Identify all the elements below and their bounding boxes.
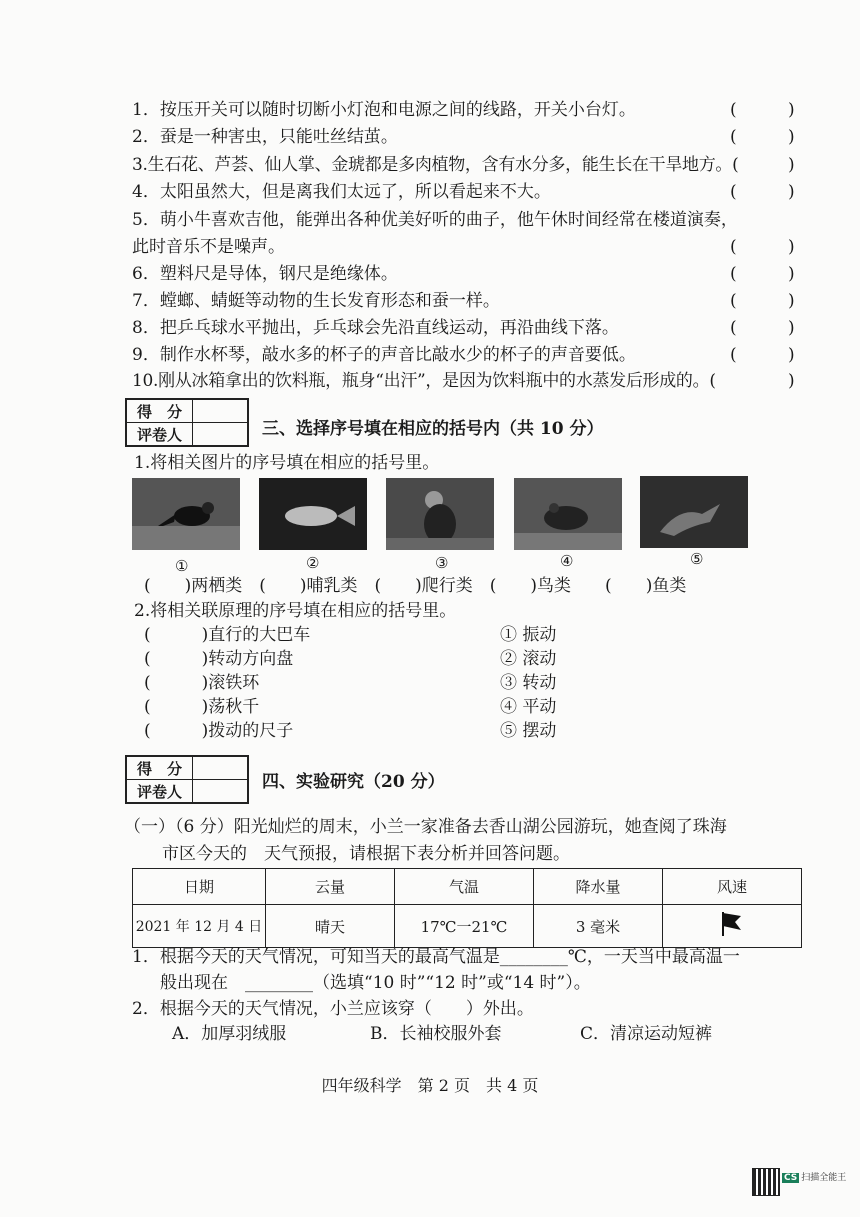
judgment-1: 1．按压开关可以随时切断小灯泡和电源之间的线路，开关小台灯。 <box>132 100 636 120</box>
score-box <box>125 398 249 447</box>
section-title: 三、选择序号填在相应的括号内（共 10 分） <box>262 419 604 439</box>
judgment-5: 5．萌小牛喜欢吉他，能弹出各种优美好听的曲子，他午休时间经常在楼道演奏， <box>132 210 738 230</box>
flag-icon <box>719 910 745 938</box>
judgment-5-cont: 此时音乐不是噪声。 <box>132 237 285 257</box>
table-header: 风速 <box>663 869 802 905</box>
score-label: 得 分 <box>127 757 193 780</box>
judgment-2: 2．蚕是一种害虫，只能吐丝结茧。 <box>132 127 398 147</box>
match-left: ( )拨动的尺子 <box>144 721 294 741</box>
grader-cell[interactable] <box>193 780 248 803</box>
score-box <box>125 755 249 804</box>
judgment-7: 7．螳螂、蜻蜓等动物的生长发育形态和蚕一样。 <box>132 291 500 311</box>
judgment-3: 3.生石花、芦荟、仙人掌、金琥都是多肉植物，含有水分多，能生长在干旱地方。( <box>132 155 739 175</box>
answer-open[interactable]: ( <box>730 291 737 311</box>
match-left: ( )直行的大巴车 <box>144 625 311 645</box>
match-left: ( )转动方向盘 <box>144 649 294 669</box>
match-left: ( )滚铁环 <box>144 673 260 693</box>
photo-number: ② <box>306 554 320 572</box>
answer-close: ) <box>788 318 795 338</box>
weather-table <box>132 868 802 948</box>
answer-open[interactable]: ( <box>730 127 737 147</box>
answer-close: ) <box>788 100 795 120</box>
question-text: 2．根据今天的天气情况，小兰应该穿（ ）外出。 <box>132 999 534 1019</box>
answer-close: ) <box>788 182 795 202</box>
qr-icon <box>752 1168 780 1196</box>
question-text: 1．根据今天的天气情况，可知当天的最高气温是________℃，一天当中最高温一 <box>132 947 740 967</box>
photo-number: ⑤ <box>690 550 704 568</box>
match-right: ② 滚动 <box>500 649 557 669</box>
score-cell[interactable] <box>193 400 248 423</box>
answer-close: ) <box>788 237 795 257</box>
answer-open[interactable]: ( <box>730 264 737 284</box>
photo-number: ③ <box>435 554 449 572</box>
table-cell: 17℃一21℃ <box>395 905 534 948</box>
match-right: ⑤ 摆动 <box>500 721 557 741</box>
answer-open[interactable]: ( <box>730 100 737 120</box>
animal-categories: ( )两栖类 ( )哺乳类 ( )爬行类 ( )鸟类 ( )鱼类 <box>144 576 687 596</box>
option-c: C．清凉运动短裤 <box>580 1024 713 1044</box>
judgment-6: 6．塑料尺是导体，钢尺是绝缘体。 <box>132 264 398 284</box>
question-text: 2.将相关联原理的序号填在相应的括号里。 <box>134 601 457 621</box>
table-header: 降水量 <box>534 869 663 905</box>
table-cell: 2021 年 12 月 4 日 <box>133 905 266 948</box>
watermark-text: 扫描全能王 <box>801 1173 847 1183</box>
section-title: 四、实验研究（20 分） <box>262 772 445 792</box>
grader-label: 评卷人 <box>127 423 193 446</box>
match-left: ( )荡秋千 <box>144 697 260 717</box>
table-header: 日期 <box>133 869 266 905</box>
photo-number: ① <box>175 557 189 575</box>
intro-text: （一）（6 分）阳光灿烂的周末，小兰一家准备去香山湖公园游玩，她查阅了珠海 <box>124 817 727 837</box>
grader-label: 评卷人 <box>127 780 193 803</box>
watermark <box>782 1170 846 1183</box>
answer-open[interactable]: ( <box>730 237 737 257</box>
answer-close: ) <box>788 371 795 391</box>
answer-close: ) <box>788 291 795 311</box>
score-label: 得 分 <box>127 400 193 423</box>
answer-close: ) <box>788 127 795 147</box>
bird-photo <box>132 478 240 550</box>
answer-close: ) <box>788 264 795 284</box>
table-cell <box>663 905 802 948</box>
answer-open[interactable]: ( <box>730 345 737 365</box>
page-footer: 四年级科学 第 2 页 共 4 页 <box>321 1076 539 1095</box>
answer-close: ) <box>788 155 795 175</box>
lizard-photo <box>640 476 748 548</box>
judgment-4: 4．太阳虽然大，但是离我们太远了，所以看起来不大。 <box>132 182 551 202</box>
match-right: ③ 转动 <box>500 673 557 693</box>
fish-photo <box>259 478 367 550</box>
table-header: 气温 <box>395 869 534 905</box>
photo-number: ④ <box>560 552 574 570</box>
judgment-8: 8．把乒乓球水平抛出，乒乓球会先沿直线运动，再沿曲线下落。 <box>132 318 619 338</box>
match-right: ① 振动 <box>500 625 557 645</box>
judgment-9: 9．制作水杯琴，敲水多的杯子的声音比敲水少的杯子的声音要低。 <box>132 345 636 365</box>
table-header: 云量 <box>266 869 395 905</box>
table-cell: 3 毫米 <box>534 905 663 948</box>
frog-photo <box>514 478 622 550</box>
intro-text: 市区今天的 天气预报，请根据下表分析并回答问题。 <box>162 844 570 864</box>
answer-open[interactable]: ( <box>730 182 737 202</box>
grader-cell[interactable] <box>193 423 248 446</box>
monkey-photo <box>386 478 494 550</box>
judgment-10: 10.刚从冰箱拿出的饮料瓶，瓶身“出汗”，是因为饮料瓶中的水蒸发后形成的。( <box>132 371 716 391</box>
answer-close: ) <box>788 345 795 365</box>
answer-open[interactable]: ( <box>730 318 737 338</box>
option-a: A．加厚羽绒服 <box>172 1024 287 1044</box>
watermark-badge: CS <box>784 1173 798 1183</box>
option-b: B．长袖校服外套 <box>370 1024 502 1044</box>
score-cell[interactable] <box>193 757 248 780</box>
match-right: ④ 平动 <box>500 697 557 717</box>
table-cell: 晴天 <box>266 905 395 948</box>
question-text: 般出现在 ________（选填“10 时”“12 时”或“14 时”）。 <box>160 973 591 993</box>
question-text: 1.将相关图片的序号填在相应的括号里。 <box>134 453 440 473</box>
